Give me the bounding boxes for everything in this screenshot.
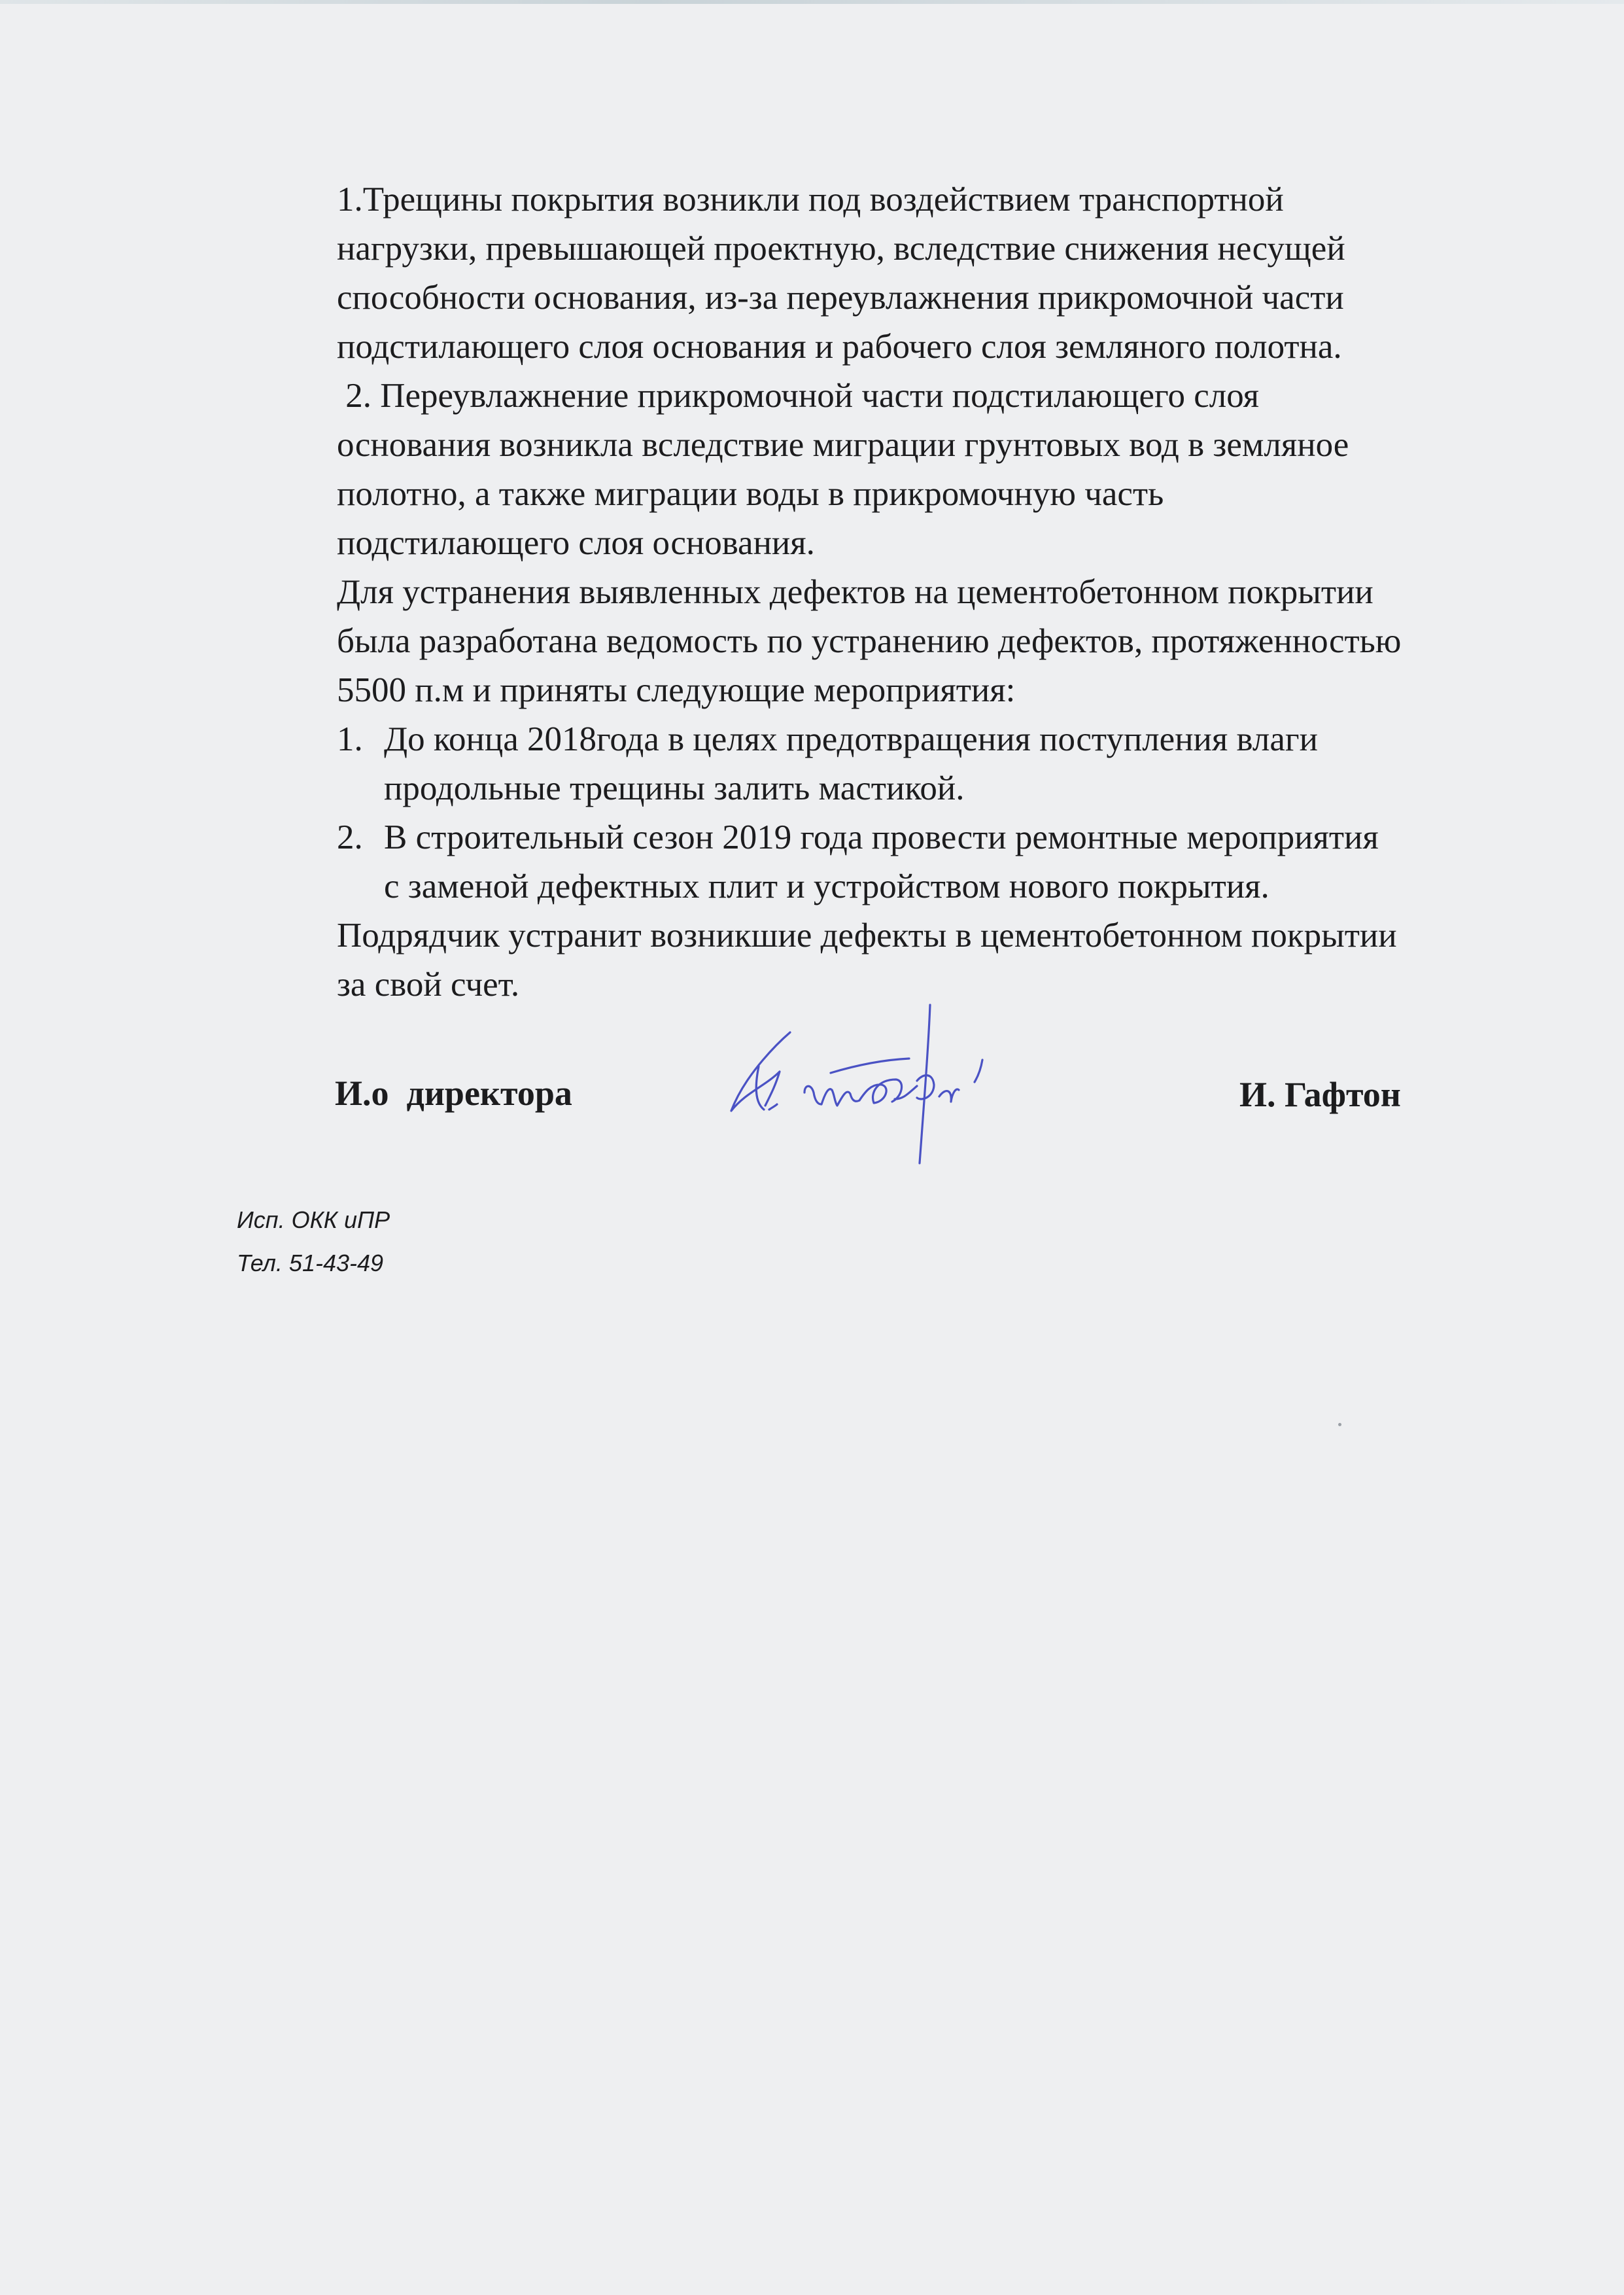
signatory-position: И.о директора (335, 1074, 572, 1113)
list-number: 1. (337, 720, 363, 758)
list-item (337, 813, 1553, 911)
signatory-name: И. Гафтон (1239, 1075, 1401, 1114)
paragraph-causes (337, 175, 1553, 372)
text-line: за свой счет. (337, 966, 520, 1004)
text-line: основания возникла вследствие миграции грунтовых вод в земляное (337, 426, 1349, 464)
text-line: 2. Переувлажнение прикромочной части подстилающего слоя (337, 377, 1260, 415)
scan-edge (0, 0, 1624, 4)
text-line: способности основания, из-за переувлажнения прикромочной части (337, 279, 1344, 317)
text-line: В строительный сезон 2019 года провести ремонтные мероприятия (384, 818, 1379, 856)
text-line: До конца 2018года в целях предотвращения поступления влаги (384, 720, 1318, 758)
text-line: Для устранения выявленных дефектов на цементобетонном покрытии (337, 573, 1373, 611)
measures-list (337, 715, 1553, 911)
list-item (337, 715, 1553, 813)
footer-contacts (237, 1199, 390, 1285)
text-line: 5500 п.м и приняты следующие мероприятия: (337, 671, 1016, 709)
phone-number: Тел. 51-43-49 (237, 1250, 384, 1276)
executor-label: Исп. ОКК иПР (237, 1206, 390, 1233)
scan-speck (1338, 1423, 1341, 1426)
text-line: подстилающего слоя основания и рабочего слоя земляного полотна. (337, 328, 1342, 366)
text-line: Подрядчик устранит возникшие дефекты в цементобетонном покрытии (337, 917, 1397, 955)
text-line: 1.Трещины покрытия возникли под воздействием транспортной (337, 181, 1284, 219)
list-number: 2. (337, 818, 363, 856)
text-line: с заменой дефектных плит и устройством нового покрытия. (384, 867, 1270, 905)
paragraph-measures-intro (337, 568, 1553, 715)
text-line: нагрузки, превышающей проектную, вследствие снижения несущей (337, 230, 1345, 268)
document-body (337, 175, 1553, 1009)
paragraph-moisture (337, 372, 1553, 568)
text-line: продольные трещины залить мастикой. (384, 769, 965, 807)
text-line: подстилающего слоя основания. (337, 524, 815, 562)
text-line: полотно, а также миграции воды в прикромочную часть (337, 475, 1164, 513)
list-text (384, 715, 1318, 813)
handwritten-signature (726, 994, 1027, 1178)
text-line: была разработана ведомость по устранению дефектов, протяженностью (337, 622, 1402, 660)
list-text (384, 813, 1379, 911)
